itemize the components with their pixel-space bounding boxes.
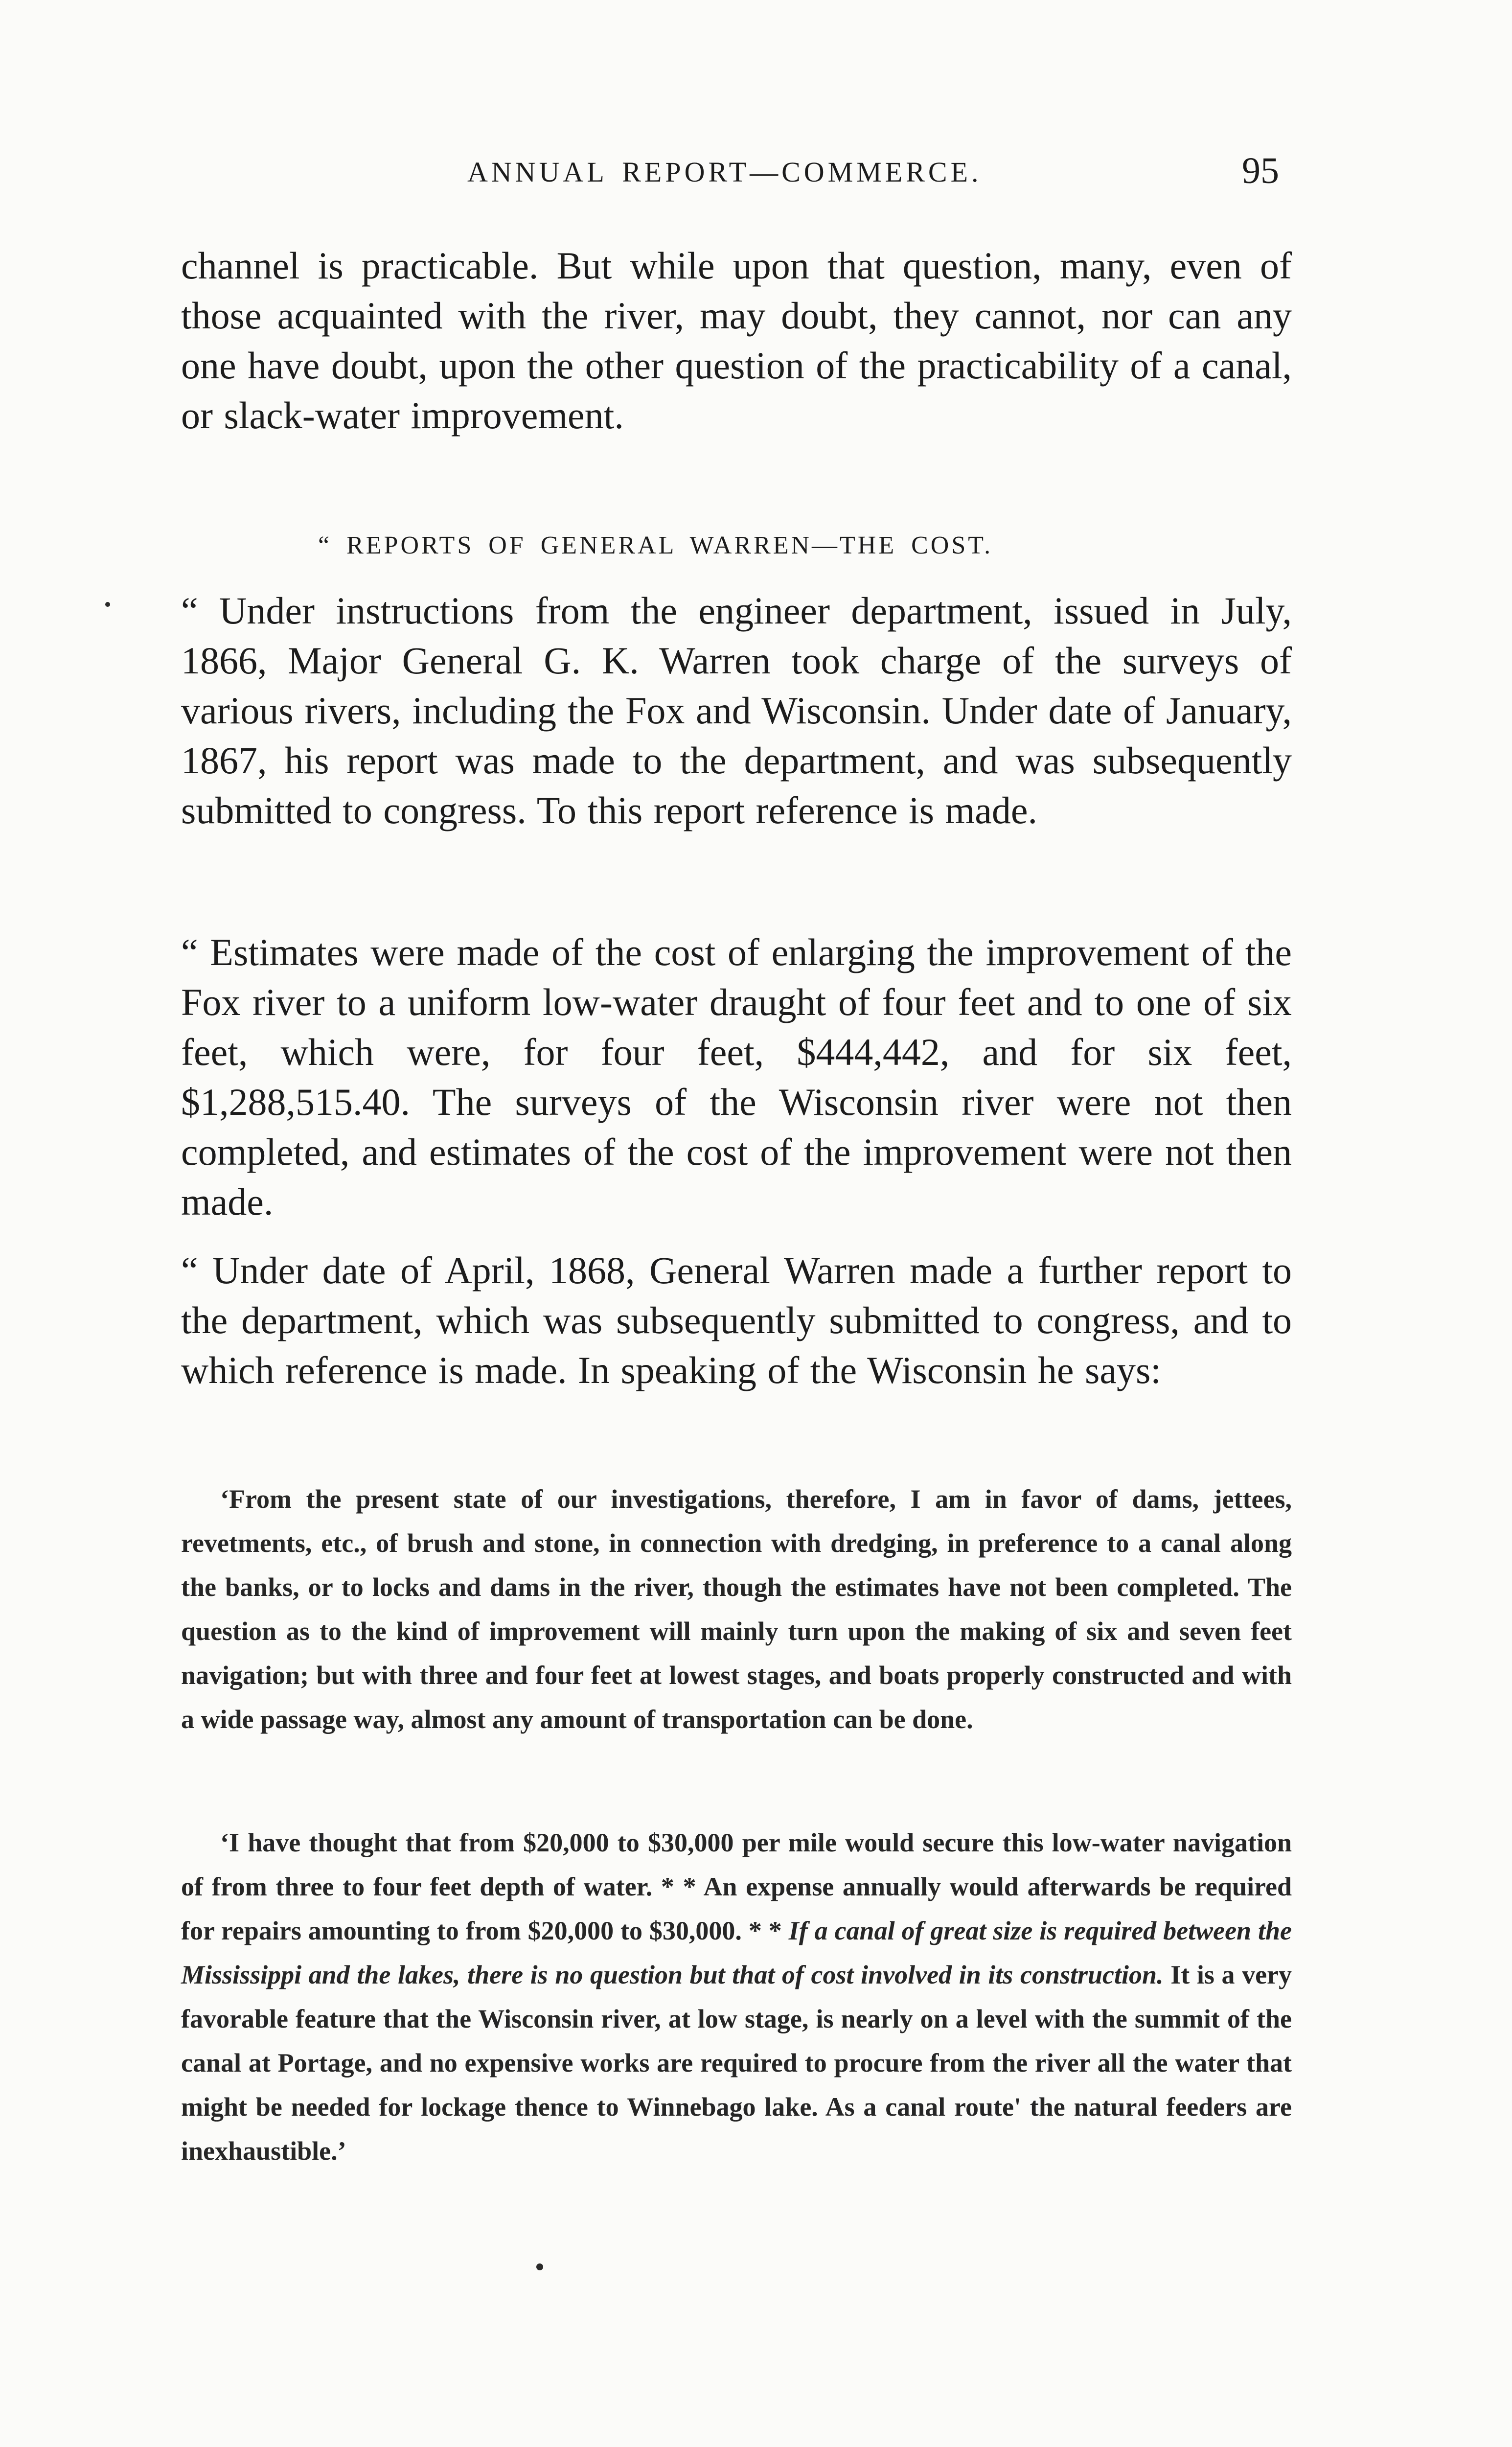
paragraph-block <box>181 1246 1292 1395</box>
quote-paragraph: ‘From the present state of our investigations, therefore, I am in favor of dams, jettees, revetments, etc., of brush and stone, in connection with dredging, in preference to a canal along the banks, or to locks and dams in the river, though the estimates have not been completed. The question as to the kind of improvement will mainly turn upon the making of six and seven feet navigation; but with three and four feet at lowest stages, and boats properly constructed and with a wide passage way, almost any amount of transportation can be done. <box>181 1484 1292 1734</box>
paragraph: “ Under instructions from the engineer department, issued in July, 1866, Major General G. K. Warren took charge of the surveys of various rivers, including the Fox and Wisconsin. Under date of January, 1867, his report was made to the department, and was subsequently submitted to congress. To this report reference is made. <box>181 589 1292 831</box>
quote-text-segment: It is a very favorable feature that the Wisconsin river, at low stage, is nearly on a level with the summit of the canal at Portage, and no expensive works are required to procure from the river all the water that might be needed for lockage thence to Winnebago lake. As a canal route' the natural feeders are inexhaustible.’ <box>181 1960 1292 2166</box>
paragraph: “ Under date of April, 1868, General Warren made a further report to the department, which was subsequently submitted to congress, and to which reference is made. In speaking of the Wisconsin he says: <box>181 1249 1292 1391</box>
block-quote <box>181 1477 1292 1741</box>
paragraph: channel is practicable. But while upon that question, many, even of those acquainted with the river, may doubt, they cannot, nor can any one have doubt, upon the other question of the practicability of a canal, or slack-water improvement. <box>181 244 1292 437</box>
paragraph-block <box>181 586 1292 835</box>
paragraph: “ Estimates were made of the cost of enlarging the improvement of the Fox river to a uniform low-water draught of four feet and to one of six feet, which were, for four feet, $444,442, and for six feet, $1,288,515.40. The surveys of the Wisconsin river were not then completed, and estimates of the cost of the improvement were not then made. <box>181 931 1292 1223</box>
section-heading: “ REPORTS OF GENERAL WARREN—THE COST. <box>318 531 993 559</box>
quote-italic-segment: If a canal of great size is required between the Mississippi and the lakes, there is no question but that of cost involved in its construction. <box>181 1916 1292 1989</box>
block-quote <box>181 1821 1292 2173</box>
quote-text-segment: ‘I have thought that from $20,000 to $30,000 per mile would secure this low-water navigation of from three to four feet depth of water. * * An expense annually would afterwards be required for repairs amounting to from $20,000 to $30,000. * * <box>181 1828 1292 1945</box>
print-speck <box>105 602 110 607</box>
running-title: ANNUAL REPORT—COMMERCE. <box>467 156 982 188</box>
paragraph-block <box>181 241 1292 440</box>
running-head <box>0 150 1512 200</box>
paragraph-block <box>181 927 1292 1227</box>
print-speck <box>536 2263 543 2270</box>
quote-paragraph <box>181 1821 1292 2173</box>
page-number: 95 <box>1242 150 1279 191</box>
